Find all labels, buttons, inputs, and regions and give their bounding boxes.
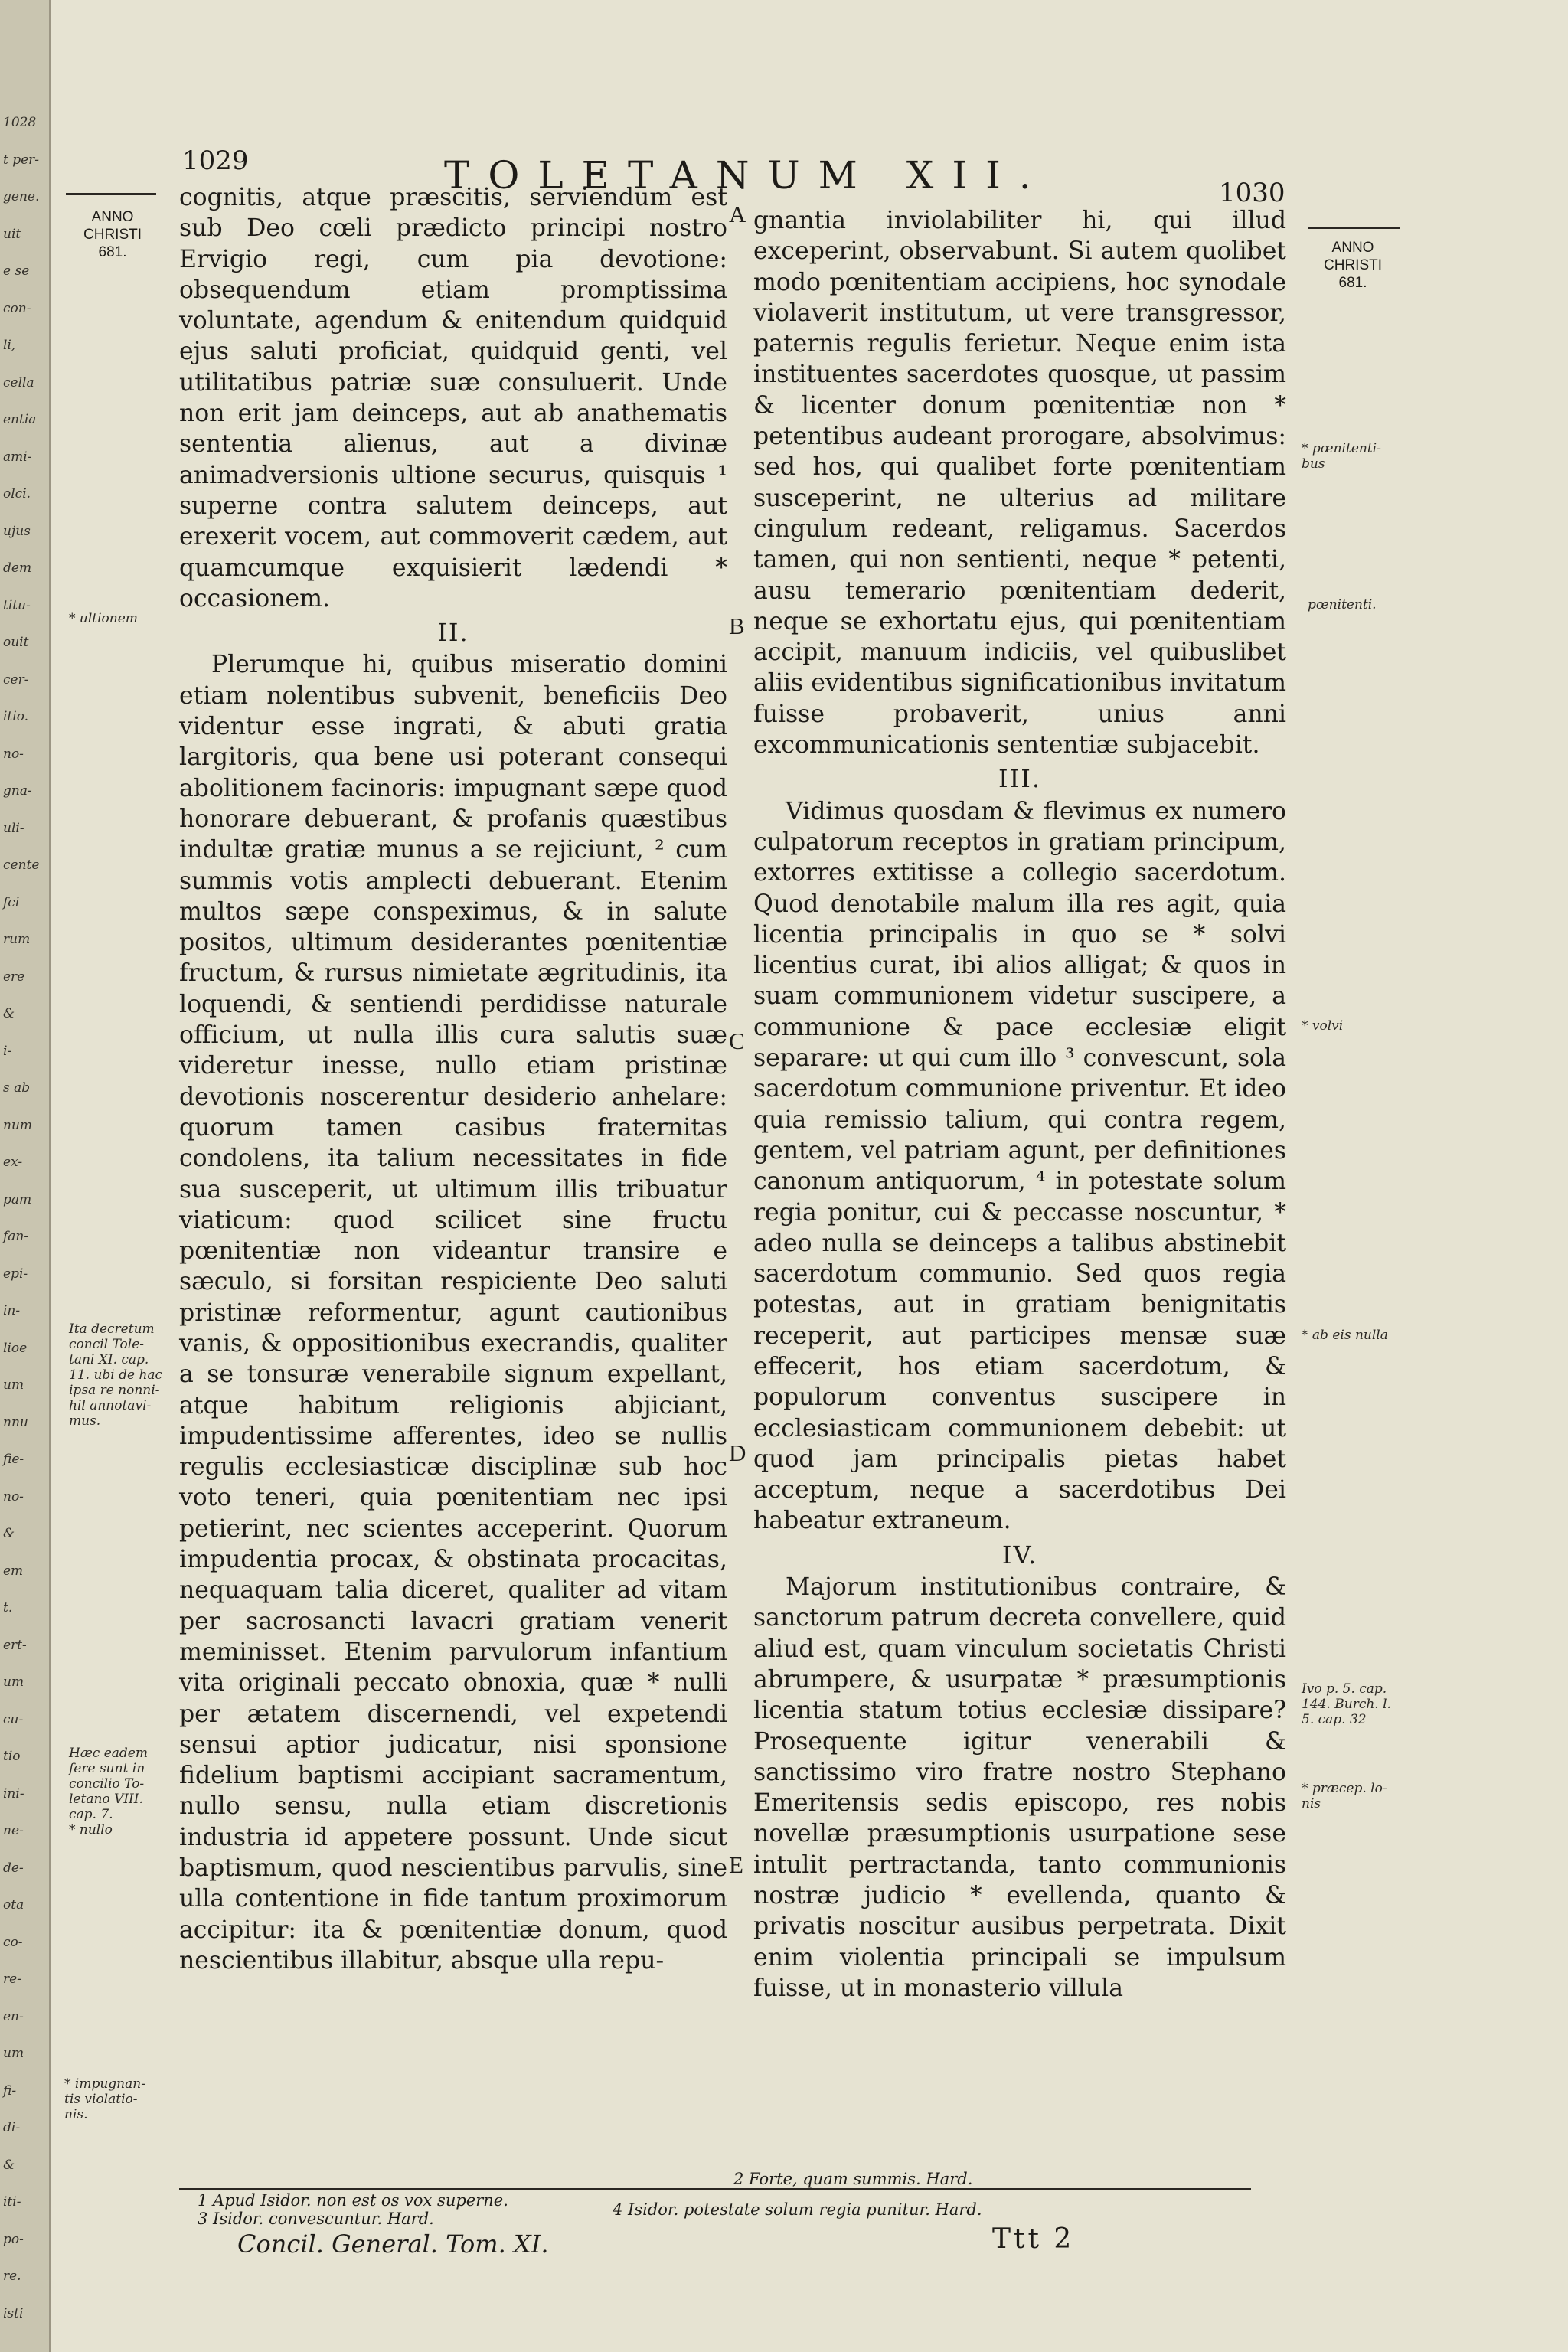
gutter-fragment: entia: [3, 412, 37, 427]
margin-note-ab-eis: * ab eis nulla: [1302, 1328, 1388, 1343]
gutter-fragment: e se: [3, 263, 30, 279]
gutter-fragment: no-: [3, 1488, 24, 1504]
paragraph: gnantia inviolabiliter hi, qui illud exceperint, observabunt. Si autem quolibet modo pœnitentiam accipiens, hoc synodale violaverit institutum, ut vere transgressor, paternis regulis ferietur. Neque enim ista instituentes sacerdotes quosque, ut passim & licenter donum pœnitentiæ non * petentibus audeant prorogare, absolvimus: sed hos, qui qualibet forte pœnitentiam susceperint, ne ulterius ad militare cingulum redeant, religamus. Sacerdos tamen, qui non sentienti, neque * petenti, ausu temerario pœnitentiam dederit, neque se exhortatu ejus, qui pœnitentiam accipit, manuum indiciis, vel quibuslibet aliis evidentibus significationibus invitatum fuisse probaverit, unius anni excommunicationis sententiæ subjacebit.: [753, 207, 1286, 760]
gutter-fragment: um: [3, 1674, 24, 1690]
paragraph: Majorum institutionibus contraire, & sanctorum patrum decreta convellere, quid aliud est, quam vinculum societatis Christi abrumpere, & usurpatæ * præsumptionis licentia statum totius ecclesiæ dissipare? Prosequente igitur venerabili & sanctissimo viro fratre nostro Stephano Emeritensis sedis episcopo, res nobis novellæ præsumptionis usurpatione sese intulit pertractanda, tanto communionis nostræ judicio * evellenda, quanto & privatis noscitur ausibus perpetrata. Dixit enim violentia principali se impulsum fuisse, ut in monasterio villula: [753, 1573, 1286, 2002]
gutter-fragment: ere: [3, 969, 25, 985]
note-line: hil annotavi-: [69, 1398, 152, 1413]
gutter-fragment: &: [3, 1006, 15, 1021]
gutter-fragment: in-: [3, 1303, 21, 1318]
note-line: fere sunt in: [69, 1761, 145, 1776]
gutter-fragment: cer-: [3, 671, 29, 688]
column-letter-d: D: [729, 1439, 746, 1466]
facing-page-edge: [0, 0, 51, 2352]
paragraph: Vidimus quosdam & flevimus ex numero culpatorum receptos in gratiam principum, extorres extitisse a collegio sacerdotum. Quod denotabile malum illa res agit, quia licentia principalis in quo se * solvi licentius curat, ibi alios alligat; & quos in suam communionem videtur suscipere, a communione & pace ecclesiæ eligit separare: ut qui cum illo ³ convescunt, sola sacerdotum communione priventur. Et ideo quia remissio talium, qui contra regem, gentem, vel patriam agunt, per definitiones canonum antiquorum, ⁴ in potestate solum regia ponitur, cui & peccasse noscuntur, * adeo nulla se deinceps a talibus abstinebit sacerdotum communio. Sed quos regia potestas, aut in gratiam benignitatis receperit, aut participes mensæ suæ effecerit, hos etiam sacerdotum, & populorum conventus suscipere in ecclesiasticam communionem debebit: ut quod jam principalis pietas habet acceptum, neque a sacerdotibus Dei habeatur extraneum.: [753, 797, 1286, 1535]
gutter-fragment: um: [3, 2046, 24, 2061]
gutter-fragment: iti-: [3, 2194, 21, 2210]
gutter-fragment: gna-: [3, 783, 32, 799]
note-line: Ivo p. 5. cap.: [1302, 1681, 1387, 1697]
running-head: TOLETANUM XII.: [444, 153, 1050, 198]
note-line: tis violatio-: [64, 2092, 138, 2107]
gutter-fragment: i-: [3, 1043, 12, 1059]
gutter-fragment: ami-: [3, 449, 32, 465]
paragraph: cognitis, atque præscitis, serviendum est sub Deo cœli prædicto principi nostro Ervigio regi, cum pia devotione: obsequendum etiam promptissima voluntate, agendum & enitendum quidquid ejus saluti proficiat, quidquid genti, vel utilitatibus patriæ suæ consuluerit. Unde non erit jam deinceps, aut ab anathematis sententia alienus, aut a divinæ animadversionis ultione securus, quisquis ¹ superne contra salutem deinceps, aut erexerit vocem, aut commoverit cædem, aut quamcumque exquisierit lædendi * occasionem.: [179, 184, 727, 612]
margin-note-ivo: [1302, 1681, 1391, 1727]
section-heading-iii: III.: [998, 764, 1042, 794]
note-line: ipsa re nonni-: [69, 1383, 160, 1398]
page-number-left: 1029: [182, 145, 249, 176]
gutter-fragment: &: [3, 1526, 15, 1541]
signature-mark: Ttt 2: [992, 2223, 1075, 2255]
gutter-fragment: t.: [3, 1600, 13, 1615]
gutter-fragment: nnu: [3, 1414, 28, 1430]
note-line: 144. Burch. l.: [1302, 1697, 1391, 1712]
christi-label: CHRISTI: [1324, 257, 1382, 273]
margin-note-impugnantis: [64, 2076, 176, 2122]
gutter-fragment: tio: [3, 1749, 21, 1764]
note-line: letano VIII.: [69, 1792, 143, 1807]
note-line: 5. cap. 32: [1302, 1712, 1367, 1727]
footnote-1: 1 Apud Isidor. non est os vox superne.: [198, 2191, 508, 2210]
gutter-fragment: ota: [3, 1897, 24, 1913]
anno-rule-left: [66, 193, 156, 195]
note-line: Hæc eadem: [69, 1746, 148, 1761]
column-letter-b: B: [729, 612, 745, 639]
note-line: mus.: [69, 1413, 101, 1429]
margin-note-praecep: [1302, 1781, 1387, 1811]
note-line: * nullo: [69, 1822, 113, 1838]
gutter-fragment: epi-: [3, 1266, 28, 1282]
gutter-fragment: cella: [3, 374, 34, 390]
footnote-4: 4 Isidor. potestate solum regia punitur. Hard.: [612, 2200, 982, 2219]
year-label: 681.: [1338, 275, 1367, 291]
right-column-text: [753, 205, 1286, 2004]
margin-note-volvi: * volvi: [1302, 1018, 1344, 1034]
gutter-fragment: no-: [3, 746, 24, 762]
gutter-fragment: itio.: [3, 709, 29, 724]
gutter-fragment: ujus: [3, 523, 31, 539]
margin-note-ultionem: * ultionem: [69, 611, 138, 626]
note-line: concil Tole-: [69, 1337, 144, 1352]
left-column-text: [179, 182, 727, 1976]
gutter-fragment: &: [3, 2157, 15, 2173]
gutter-fragment: di-: [3, 2120, 21, 2135]
margin-note-haec-eadem: [69, 1746, 175, 1838]
gutter-fragment: num: [3, 1117, 33, 1133]
anno-christi-left: [67, 208, 158, 261]
margin-note-poenitenti: pœnitenti.: [1308, 597, 1377, 612]
gutter-fragment: gene.: [3, 189, 40, 204]
gutter-fragment: olci.: [3, 486, 31, 501]
column-letter-c: C: [729, 1027, 745, 1054]
margin-note-decretum: [69, 1321, 175, 1429]
gutter-fragment: isti: [3, 2305, 24, 2321]
year-label: 681.: [98, 244, 127, 260]
gutter-fragment: uit: [3, 226, 21, 242]
note-line: * pœnitenti-: [1302, 441, 1381, 456]
anno-label: ANNO: [1331, 240, 1374, 256]
gutter-fragment: um: [3, 1377, 24, 1393]
note-line: * præcep. lo-: [1302, 1781, 1387, 1796]
note-line: 11. ubi de hac: [69, 1367, 163, 1383]
gutter-fragment: ini-: [3, 1785, 24, 1802]
section-heading-iv: IV.: [1001, 1540, 1038, 1570]
note-line: nis.: [64, 2107, 88, 2122]
gutter-fragment: 1028: [3, 115, 37, 130]
gutter-fragment: cente: [3, 858, 40, 873]
paragraph: Plerumque hi, quibus miseratio domini etiam nolentibus subvenit, beneficiis Deo videntur esse ingrati, & abuti gratia largitoris, qua bene usi poterant consequi abolitionem facinoris: impugnant sæpe quod honorare debuerant, & profanis quæstibus indultæ gratiæ munus a se rejiciunt, ² cum summis votis amplecti debuerant. Etenim multos sæpe conspeximus, & in salute positos, ultimum desiderantes pœnitentiæ fructum, & rursus nimietate ægritudinis, ita loquendi, & sentiendi perdidisse naturale officium, ut nulla illis cura salutis suæ videretur inesse, nullo etiam pristinæ devotionis noscerentur desiderio anhelare: quorum tamen casibus fraternitas condolens, ita talium necessitates in fide sua susceperit, ut ultimum illis tribuatur viaticum: quod scilicet sine fructu pœnitentiæ non videantur transire e sæculo, si forsitan respiciente Deo saluti pristinæ reformentur, agunt cautionibus vanis, & oppositionibus execrandis, qualiter a se tonsuræ venerabile signum expellant, atque habitum religionis abjiciant, impudentissime afferentes, ideo se nullis regulis ecclesiasticæ disciplinæ sub hoc voto teneri, quia pœnitentiam nec ipsi petierint, nec scientes acceperint. Quorum impudentia procax, & obstinata procacitas, nequaquam talia diceret, qualiter ad vitam per sacrosancti lavacri gratiam venerit meminisset. Etenim parvulorum infantium vita originali peccato obnoxia, quæ * nulli per ætatem discernendi, vel expetendi sensui aptior judicatur, nisi sponsione fidelium baptismi accipiant sacramentum, nullo sensu, nulla etiam discretionis industria id appetere possunt. Unde sicut baptismum, quod nescientibus parvulis, sine ulla contentione in fide tantum proximorum accipitur: ita & pœnitentiæ donum, quod nescientibus illabitur, absque ulla repu-: [179, 651, 727, 1975]
gutter-fragment: rum: [3, 932, 31, 947]
gutter-fragment: ouit: [3, 635, 29, 650]
gutter-fragment: ne-: [3, 1823, 24, 1838]
column-letter-e: E: [729, 1851, 743, 1878]
signature-volume: Concil. General. Tom. XI.: [237, 2230, 549, 2259]
gutter-fragment: re-: [3, 1971, 21, 1987]
gutter-fragment: titu-: [3, 597, 31, 613]
gutter-fragment: ert-: [3, 1637, 27, 1653]
gutter-fragment: ex-: [3, 1155, 23, 1170]
page-number-right: 1030: [1219, 178, 1285, 208]
gutter-fragment: li,: [3, 338, 16, 353]
gutter-fragment: s ab: [3, 1080, 31, 1096]
note-line: * impugnan-: [64, 2076, 145, 2092]
gutter-fragment: fi-: [3, 2082, 17, 2099]
gutter-fragment: em: [3, 1563, 24, 1579]
note-line: cap. 7.: [69, 1807, 113, 1822]
anno-label: ANNO: [91, 209, 134, 225]
gutter-fragment: cu-: [3, 1711, 24, 1727]
gutter-fragment: fie-: [3, 1452, 24, 1467]
gutter-fragment: po-: [3, 2231, 24, 2247]
footnote-2: 2 Forte, quam summis. Hard.: [733, 2170, 973, 2188]
note-line: tani XI. cap.: [69, 1352, 149, 1367]
section-heading-ii: II.: [437, 618, 469, 648]
christi-label: CHRISTI: [83, 227, 142, 243]
note-line: Ita decretum: [69, 1321, 155, 1337]
gutter-fragment: en-: [3, 2008, 24, 2024]
anno-rule-right: [1308, 227, 1400, 229]
margin-note-poenitentibus: [1302, 441, 1381, 472]
footnote-3: 3 Isidor. convescuntur. Hard.: [198, 2210, 434, 2228]
note-line: bus: [1302, 456, 1325, 472]
note-line: concilio To-: [69, 1776, 145, 1792]
gutter-fragment: pam: [3, 1191, 32, 1207]
gutter-fragment: fci: [3, 894, 20, 910]
note-line: nis: [1302, 1796, 1321, 1811]
gutter-fragment: dem: [3, 560, 32, 576]
gutter-fragment: de-: [3, 1860, 24, 1876]
gutter-fragment: con-: [3, 300, 31, 316]
anno-christi-right: [1308, 239, 1398, 292]
gutter-fragment: uli-: [3, 820, 24, 836]
gutter-fragment: fan-: [3, 1229, 29, 1244]
gutter-fragment: t per-: [3, 152, 40, 168]
gutter-fragment: re.: [3, 2269, 21, 2284]
gutter-fragment: co-: [3, 1934, 23, 1950]
gutter-fragment: lioe: [3, 1340, 28, 1356]
column-letter-a: A: [729, 201, 746, 227]
footnote-rule: [179, 2188, 1251, 2190]
